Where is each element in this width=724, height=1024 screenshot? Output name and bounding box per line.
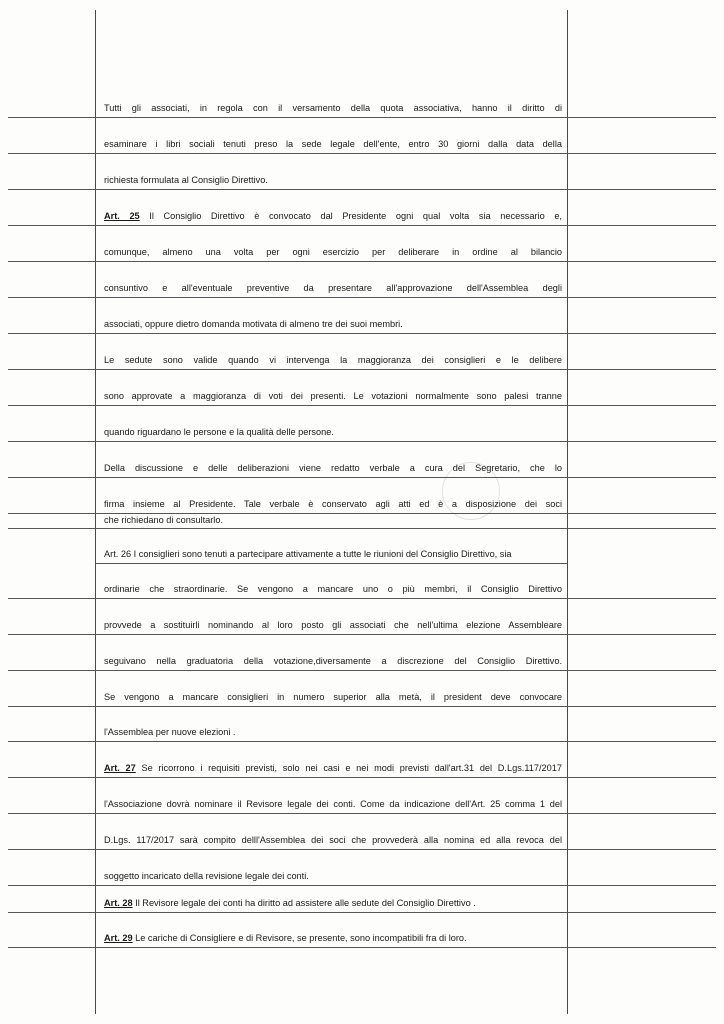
- text-line: provvede a sostituirli nominando al loro posto gli associati che nell'ultima elezione Assembleare: [104, 620, 562, 630]
- ruled-line: [8, 912, 716, 913]
- ruled-line: [8, 189, 716, 190]
- text-line: Art. 26 I consiglieri sono tenuti a partecipare attivamente a tutte le riunioni del Consiglio Direttivo, sia: [104, 549, 512, 559]
- ruled-line: [8, 634, 716, 635]
- ruled-line: [8, 117, 716, 118]
- text-line: l'Assemblea per nuove elezioni .: [104, 727, 236, 737]
- article-number: Art. 28: [104, 898, 133, 908]
- text-line: sono approvate a maggioranza di voti dei presenti. Le votazioni normalmente sono palesi tranne: [104, 391, 562, 401]
- text-line: Art. 25 Il Consiglio Direttivo è convocato dal Presidente ogni qual volta sia necessario e,: [104, 211, 562, 221]
- ruled-line: [8, 297, 716, 298]
- text-line: consuntivo e all'eventuale preventive da presentare all'approvazione dell'Assemblea degli: [104, 283, 562, 293]
- text-line: Della discussione e delle deliberazioni viene redatto verbale a cura del Segretario, che lo: [104, 463, 562, 473]
- text-line: Tutti gli associati, in regola con il versamento della quota associativa, hanno il diritto di: [104, 103, 562, 113]
- ruled-line: [8, 741, 716, 742]
- text-line: seguivano nella graduatoria della votazione,diversamente a discrezione del Consiglio Direttivo.: [104, 656, 562, 666]
- ruled-line: [8, 477, 716, 478]
- text-line: soggetto incaricato della revisione legale dei conti.: [104, 871, 309, 881]
- text-line: Art. 28 Il Revisore legale dei conti ha diritto ad assistere alle sedute del Consiglio Direttivo .: [104, 898, 476, 908]
- text-line: richiesta formulata al Consiglio Direttivo.: [104, 175, 268, 185]
- text-line: Art. 29 Le cariche di Consigliere e di Revisore, se presente, sono incompatibili fra di loro.: [104, 933, 467, 943]
- right-margin-line: [567, 10, 568, 1014]
- ruled-line: [8, 670, 716, 671]
- ruled-line: [8, 225, 716, 226]
- article-number: Art. 29: [104, 933, 133, 943]
- ruled-line: [8, 153, 716, 154]
- ruled-line: [95, 563, 567, 564]
- text-line: firma insieme al Presidente. Tale verbale è conservato agli atti ed è a disposizione dei soci: [104, 499, 562, 509]
- left-margin-line: [95, 10, 96, 1014]
- text-line: Se vengono a mancare consiglieri in numero superior alla metà, il president deve convocare: [104, 692, 562, 702]
- ruled-line: [8, 333, 716, 334]
- ruled-line: [8, 849, 716, 850]
- ruled-line: [8, 405, 716, 406]
- ruled-line: [8, 528, 716, 529]
- text-line: associati, oppure dietro domanda motivata di almeno tre dei suoi membri.: [104, 319, 403, 329]
- ruled-line: [8, 369, 716, 370]
- text-line: ordinarie che straordinarie. Se vengono a mancare uno o più membri, il Consiglio Direttivo: [104, 584, 562, 594]
- article-number: Art. 25: [104, 211, 140, 221]
- ruled-line: [8, 885, 716, 886]
- text-line: che richiedano di consultarlo.: [104, 515, 223, 525]
- text-line: esaminare i libri sociali tenuti preso la sede legale dell'ente, entro 30 giorni dalla data della: [104, 139, 562, 149]
- text-line: l'Associazione dovrà nominare il Revisore legale dei conti. Come da indicazione dell'Art. 25 comma 1 del: [104, 799, 562, 809]
- ruled-line: [8, 261, 716, 262]
- text-line: Art. 27 Se ricorrono i requisiti previsti, solo nei casi e nei modi previsti dall'art.31 del D.Lgs.117/2017: [104, 763, 562, 773]
- text-line: D.Lgs. 117/2017 sarà compito delll'Assemblea dei soci che provvederà alla nomina ed alla revoca del: [104, 835, 562, 845]
- ruled-line: [8, 441, 716, 442]
- text-line: Le sedute sono valide quando vi intervenga la maggioranza dei consiglieri e le delibere: [104, 355, 562, 365]
- ruled-line: [8, 813, 716, 814]
- ruled-line: [8, 706, 716, 707]
- text-line: quando riguardano le persone e la qualità delle persone.: [104, 427, 334, 437]
- ruled-line: [8, 947, 716, 948]
- text-line: comunque, almeno una volta per ogni esercizio per deliberare in ordine al bilancio: [104, 247, 562, 257]
- ruled-line: [8, 777, 716, 778]
- ruled-line: [8, 598, 716, 599]
- article-number: Art. 27: [104, 763, 136, 773]
